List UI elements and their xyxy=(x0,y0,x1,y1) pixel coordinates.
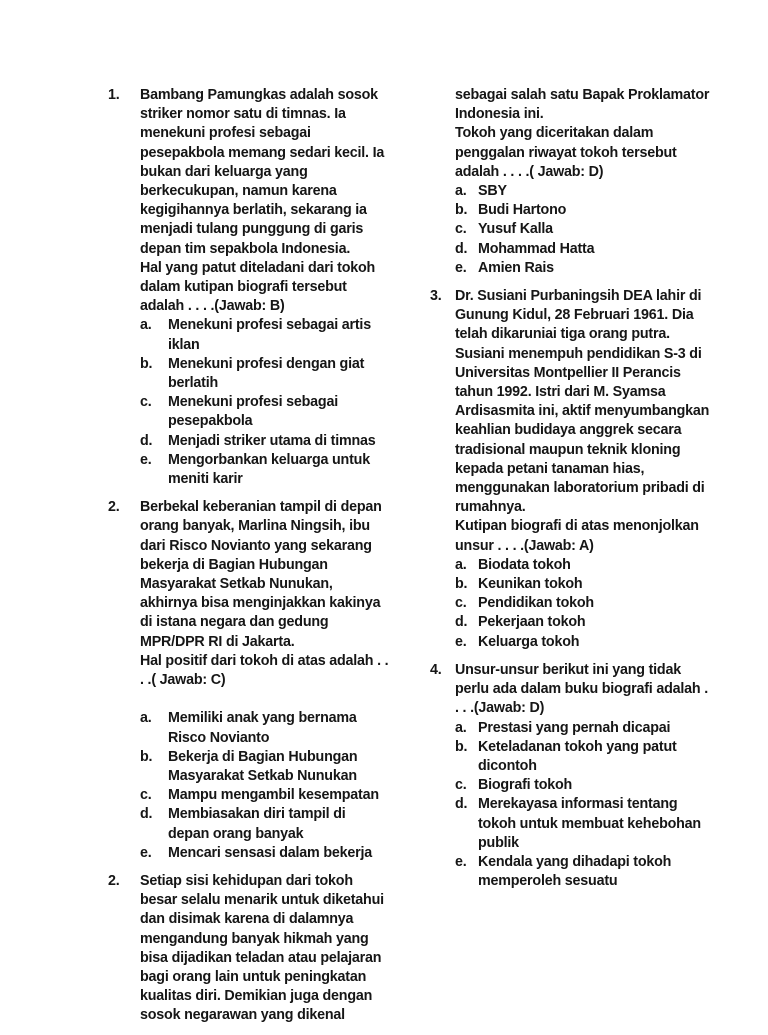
answer-option xyxy=(455,853,715,891)
option-text: Merekayasa informasi tentang tokoh untuk membuat kehebohan publik xyxy=(478,796,701,851)
option-text: SBY xyxy=(478,183,507,200)
answer-option xyxy=(455,719,715,738)
answer-option xyxy=(140,316,390,354)
option-text: Mengorbankan keluarga untuk meniti karir xyxy=(168,451,370,488)
answer-option xyxy=(455,201,715,220)
question-block-1 xyxy=(108,86,390,489)
left-column xyxy=(108,86,390,1035)
question-block-5 xyxy=(430,661,715,891)
option-text: Menekuni profesi dengan giat berlatih xyxy=(168,355,365,392)
question-prompt: Unsur-unsur berikut ini yang tidak perlu ada dalam buku biografi adalah . . . .(Jawab: D) xyxy=(455,661,708,717)
question-passage: Setiap sisi kehidupan dari tokoh besar selalu menarik untuk diketahui dan disimak karena di dalamnya mengandung banyak hikmah yang bisa dijadikan teladan atau pelajaran bagi orang lain untuk peningkatan kualitas diri. Demikian juga dengan sosok negarawan yang dikenal xyxy=(140,872,384,1024)
option-letter: a. xyxy=(455,183,467,200)
question-passage: sebagai salah satu Bapak Proklamator Indonesia ini. xyxy=(455,87,710,123)
option-letter: e. xyxy=(455,853,467,870)
options-list xyxy=(455,182,715,278)
question-number: 1. xyxy=(108,87,120,103)
question-block-2 xyxy=(108,498,390,863)
option-text: Biografi tokoh xyxy=(478,777,573,794)
option-text: Memiliki anak yang bernama Risco Novianto xyxy=(168,710,357,746)
question-block-3-continued xyxy=(430,86,715,278)
option-text: Membiasakan diri tampil di depan orang banyak xyxy=(168,806,346,842)
option-text: Kendala yang dihadapi tokoh memperoleh sesuatu xyxy=(478,853,672,890)
option-text: Biodata tokoh xyxy=(478,556,571,573)
option-letter: b. xyxy=(140,748,153,765)
question-passage: Berbekal keberanian tampil di depan orang banyak, Marlina Ningsih, ibu dari Risco Novianto yang sekarang bekerja di Bagian Hubungan Masyarakat Setkab Nunukan, akhirnya bisa menginjakkan kakinya di istana negara dan gedung MPR/DPR RI di Jakarta. xyxy=(140,499,382,650)
option-letter: d. xyxy=(455,796,468,813)
question-passage: Bambang Pamungkas adalah sosok striker nomor satu di timnas. Ia menekuni profesi sebagai pesepakbola memang sedari kecil. Ia bukan dari keluarga yang berkecukupan, namun karena kegigihannya berlatih, sekarang ia menjadi tulang punggung di garis depan tim sepakbola Indonesia. xyxy=(140,87,385,257)
option-text: Budi Hartono xyxy=(478,202,567,219)
option-letter: e. xyxy=(140,451,152,468)
answer-option xyxy=(455,776,715,795)
option-letter: b. xyxy=(455,738,468,755)
option-letter: a. xyxy=(455,556,467,573)
question-block-3 xyxy=(108,872,390,1026)
option-letter: b. xyxy=(455,202,468,219)
answer-option xyxy=(455,594,715,613)
answer-option xyxy=(140,355,390,393)
answer-option xyxy=(455,795,715,853)
option-text: Mampu mengambil kesempatan xyxy=(168,787,379,804)
option-text: Keteladanan tokoh yang patut dicontoh xyxy=(478,738,677,774)
question-number: 3. xyxy=(430,288,442,305)
option-text: Yusuf Kalla xyxy=(478,221,553,238)
question-number: 4. xyxy=(430,661,442,678)
answer-option xyxy=(455,182,715,201)
question-number: 2. xyxy=(108,872,120,889)
option-letter: d. xyxy=(140,432,153,449)
option-letter: a. xyxy=(140,317,152,334)
option-letter: d. xyxy=(140,806,153,823)
answer-option xyxy=(140,451,390,489)
option-letter: c. xyxy=(140,787,152,804)
option-letter: b. xyxy=(140,355,153,372)
options-list xyxy=(140,316,390,489)
option-text: Prestasi yang pernah dicapai xyxy=(478,719,671,736)
option-letter: a. xyxy=(455,719,467,736)
option-text: Pendidikan tokoh xyxy=(478,595,594,612)
option-letter: c. xyxy=(455,777,467,794)
question-passage: Dr. Susiani Purbaningsih DEA lahir di Gunung Kidul, 28 Februari 1961. Dia telah dikaruniai tiga orang putra. Susiani menempuh pendidikan S-3 di Universitas Montpellier II Perancis tahun 1992. Istri dari M. Syamsa Ardisasmita ini, aktif menyumbangkan keahlian budidaya anggrek secara tradisional maupun teknik kloning kepada petani tanaman hias, menggunakan laboratorium pribadi di rumahnya. xyxy=(455,288,710,516)
question-prompt: Hal yang patut diteladani dari tokoh dalam kutipan biografi tersebut adalah . . . .(Jawab: B) xyxy=(140,259,376,315)
answer-option xyxy=(455,575,715,594)
question-number xyxy=(430,86,455,278)
option-text: Menekuni profesi sebagai pesepakbola xyxy=(168,394,338,430)
option-letter: c. xyxy=(455,221,467,238)
option-text: Pekerjaan tokoh xyxy=(478,614,586,631)
answer-option xyxy=(140,432,390,451)
answer-option xyxy=(455,633,715,652)
answer-option xyxy=(455,738,715,776)
option-letter: d. xyxy=(455,240,468,257)
option-text: Mohammad Hatta xyxy=(478,240,595,257)
option-letter: a. xyxy=(140,710,152,727)
option-letter: e. xyxy=(455,259,467,276)
options-list xyxy=(140,709,390,863)
answer-option xyxy=(455,613,715,632)
option-letter: d. xyxy=(455,614,468,631)
question-number: 2. xyxy=(108,499,120,516)
option-text: Menekuni profesi sebagai artis iklan xyxy=(168,317,371,353)
answer-option xyxy=(455,240,715,259)
answer-option xyxy=(140,844,390,863)
answer-option xyxy=(455,556,715,575)
option-text: Keunikan tokoh xyxy=(478,576,583,593)
answer-option xyxy=(140,786,390,805)
option-text: Keluarga tokoh xyxy=(478,633,580,650)
option-letter: e. xyxy=(455,633,467,650)
option-letter: c. xyxy=(140,394,152,411)
answer-option xyxy=(140,748,390,786)
answer-option xyxy=(140,393,390,431)
option-letter: b. xyxy=(455,576,468,593)
question-prompt: Hal positif dari tokoh di atas adalah . . . .( Jawab: C) xyxy=(140,652,389,689)
option-text: Amien Rais xyxy=(478,259,554,276)
right-column xyxy=(430,86,715,900)
option-text: Bekerja di Bagian Hubungan Masyarakat Setkab Nunukan xyxy=(168,748,358,784)
answer-option xyxy=(455,259,715,278)
option-text: Mencari sensasi dalam bekerja xyxy=(168,844,373,861)
options-list xyxy=(455,556,715,652)
options-list xyxy=(455,719,715,892)
question-prompt: Kutipan biografi di atas menonjolkan unsur . . . .(Jawab: A) xyxy=(455,518,699,554)
question-prompt: Tokoh yang diceritakan dalam penggalan riwayat tokoh tersebut adalah . . . .( Jawab: D) xyxy=(455,125,677,180)
answer-option xyxy=(455,220,715,239)
answer-option xyxy=(140,805,390,843)
option-letter: c. xyxy=(455,595,467,612)
answer-option xyxy=(140,709,390,747)
option-letter: e. xyxy=(140,844,152,861)
option-text: Menjadi striker utama di timnas xyxy=(168,432,376,449)
question-block-4 xyxy=(430,287,715,652)
